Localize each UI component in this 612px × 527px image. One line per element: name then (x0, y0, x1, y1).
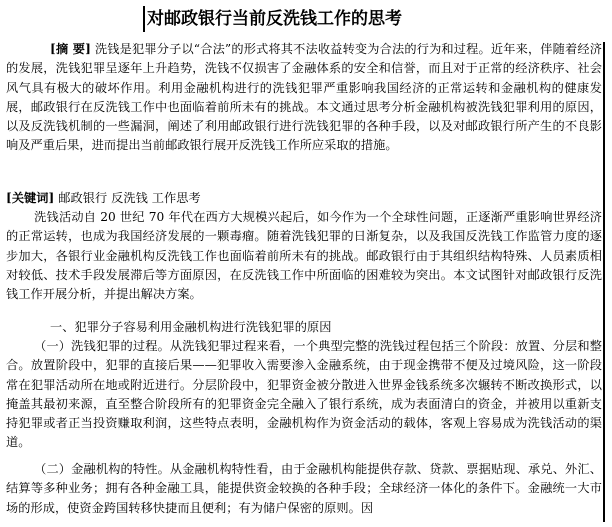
section-heading (6, 318, 602, 337)
abstract-label: [摘 要] (50, 42, 91, 56)
document-title: 对邮政银行当前反洗钱工作的思考 (147, 9, 402, 29)
process-paragraph (6, 337, 602, 453)
margin-bar (603, 42, 605, 522)
intro-paragraph (6, 208, 602, 304)
institution-paragraph (6, 460, 602, 518)
institution-text: （二）金融机构的特性。从金融机构特性看，由于金融机构能提供存款、贷款、票据贴现、承兑、外汇、结算等多种业务；拥有各种金融工具，能提供资金较换的各种手段；全球经济一体化的条件下。金融统一大市场的形成，使资金跨国转移快捷而且便利；有为储户保密的原则。因 (6, 462, 602, 515)
text-cursor (143, 6, 145, 32)
abstract-text: 洗钱是犯罪分子以“合法”的形式将其不法收益转变为合法的行为和过程。近年来，伴随着经济的发展，洗钱犯罪呈逐年上升趋势，洗钱不仅损害了金融体系的安全和信誉，而且对于正常的经济秩序、社会风气具有极大的破坏作用。利用金融机构进行的洗钱犯罪严重影响我国经济的正常运转和金融机构的健康发展，邮政银行在反洗钱工作中也面临着前所未有的挑战。本文通过思考分析金融机构被洗钱犯罪利用的原因，以及反洗钱机制的一些漏洞，阐述了利用邮政银行进行洗钱犯罪的各种手段，以及对邮政银行所产生的不良影响及严重后果，进而提出当前邮政银行展开反洗钱工作所应采取的措施。 (6, 42, 602, 153)
intro-text: 洗钱活动自 20 世纪 70 年代在西方大规模兴起后，如今作为一个全球性问题，正逐渐严重影响世界经济的正常运转，也成为我国经济发展的一颗毒瘤。随着洗钱犯罪的日渐复杂，以及我国反洗钱工作监管力度的逐步加大，各银行业金融机构反洗钱工作也面临着前所未有的挑战。邮政银行由于其组织结构特殊、人员素质相对较低、技术手段发展滞后等方面原因，在反洗钱工作中所面临的困难较为突出。本文试图针对邮政银行反洗钱工作开展分析，并提出解决方案。 (6, 210, 602, 302)
keywords-line (6, 189, 602, 208)
abstract-paragraph (6, 40, 602, 156)
keywords-label: [关键词] (6, 191, 55, 205)
section-heading-text: 一、犯罪分子容易利用金融机构进行洗钱犯罪的原因 (50, 320, 332, 334)
process-text: （一）洗钱犯罪的过程。从洗钱犯罪过程来看，一个典型完整的洗钱过程包括三个阶段：放置、分层和整合。放置阶段中，犯罪的直接后果——犯罪收入需要渗入金融系统，由于现金携带不便及过境风险，这一阶段常在犯罪活动所在地或附近进行。分层阶段中，犯罪资金被分散进入世界金钱系统多次辗转不断改换形式，以掩盖其最初来源，直至整合阶段所有的犯罪资金完全融入了银行系统，成为表面清白的资金，并被用以重新支持犯罪或者正当投资赚取利润，这些特点表明，金融机构作为资金活动的载体，客观上容易成为洗钱活动的渠道。 (6, 339, 602, 450)
keywords-text: 邮政银行 反洗钱 工作思考 (58, 191, 201, 205)
